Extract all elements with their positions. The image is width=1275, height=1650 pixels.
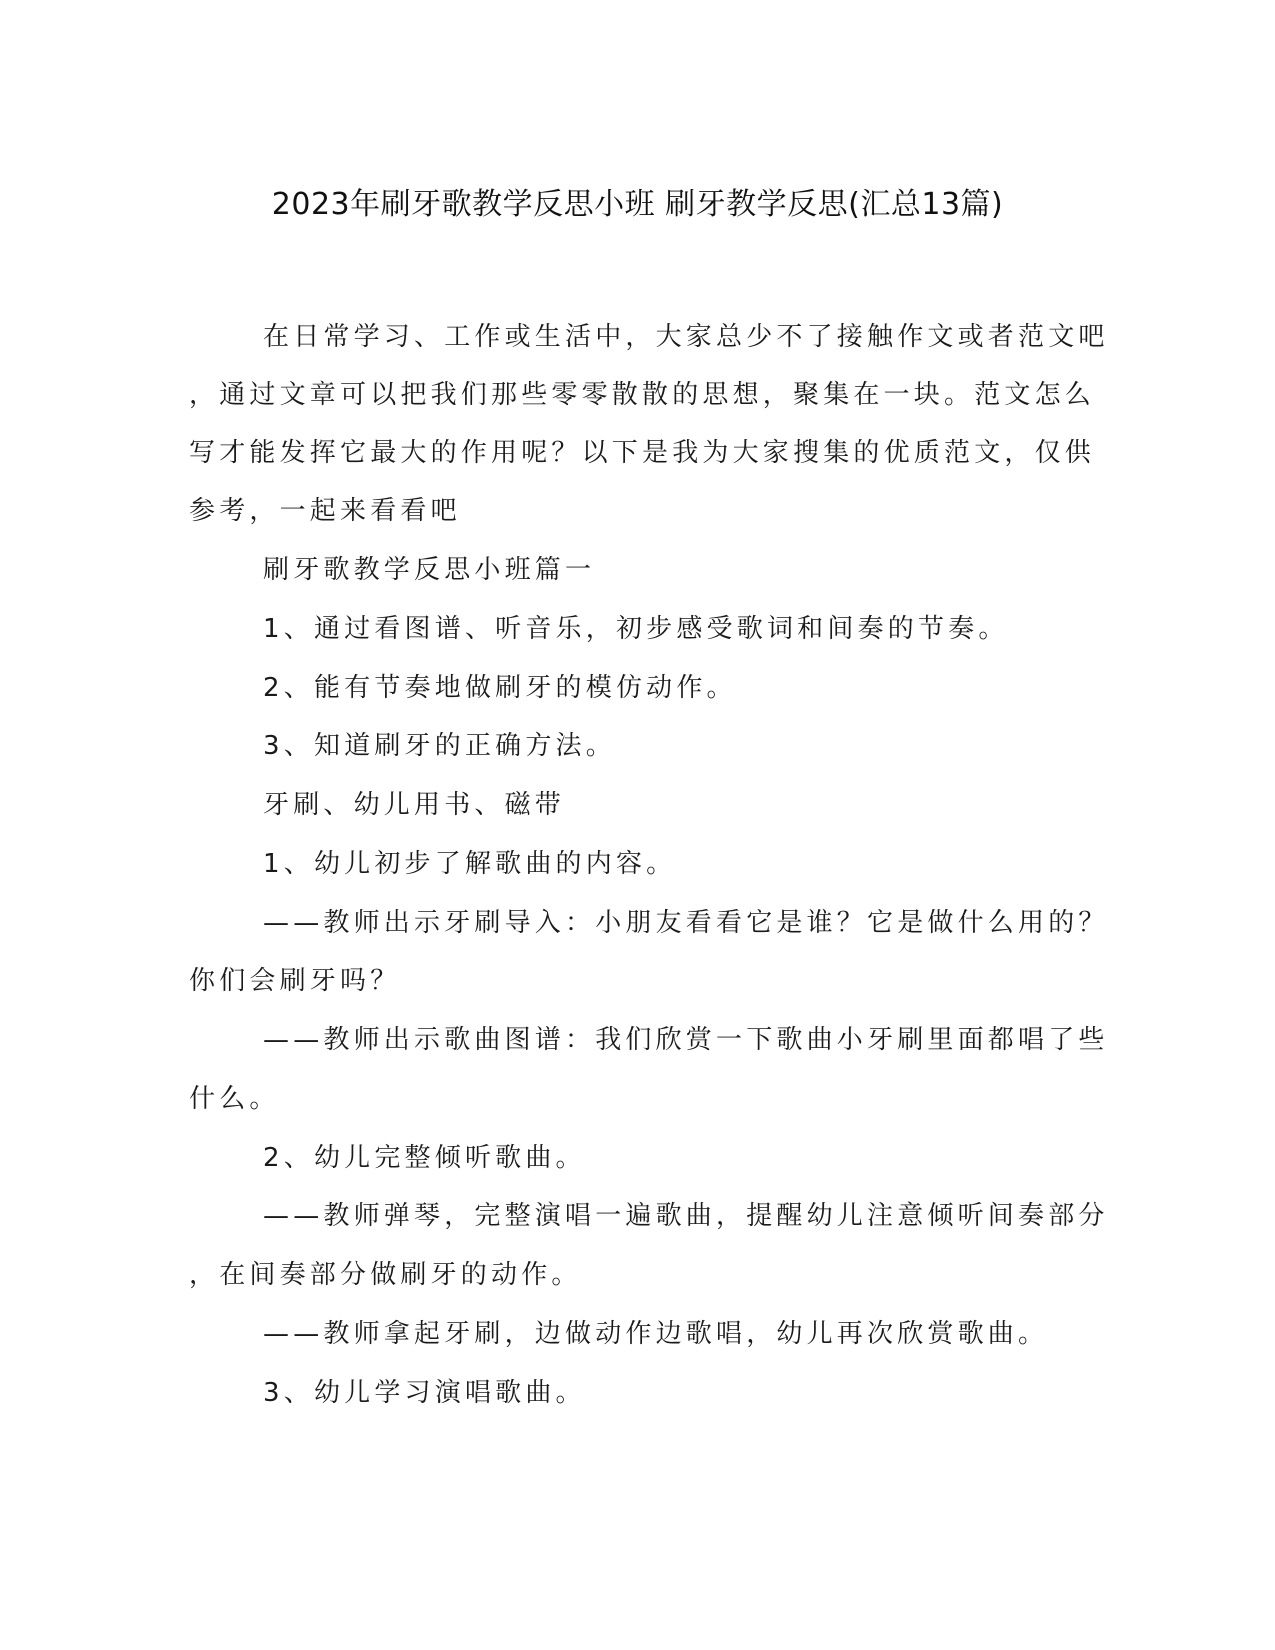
paragraph-line: 你们会刷牙吗？ [189, 966, 401, 996]
paragraph-line: 2、能有节奏地做刷牙的模仿动作。 [263, 673, 737, 703]
paragraph-line: ，在间奏部分做刷牙的动作。 [189, 1260, 582, 1290]
paragraph-line: 2、幼儿完整倾听歌曲。 [263, 1143, 586, 1173]
paragraph-line: 3、幼儿学习演唱歌曲。 [263, 1378, 586, 1408]
document-title: 2023年刷牙歌教学反思小班 刷牙教学反思(汇总13篇) [271, 187, 1004, 222]
paragraph-line: ——教师出示歌曲图谱：我们欣赏一下歌曲小牙刷里面都唱了些 [263, 1025, 1109, 1055]
paragraph-line: 1、幼儿初步了解歌曲的内容。 [263, 849, 677, 879]
paragraph-line: 写才能发挥它最大的作用呢？以下是我为大家搜集的优质范文，仅供 [189, 438, 1096, 468]
section-heading: 刷牙歌教学反思小班篇一 [263, 555, 596, 585]
paragraph-line: 牙刷、幼儿用书、磁带 [263, 790, 566, 820]
paragraph-line: 在日常学习、工作或生活中，大家总少不了接触作文或者范文吧 [263, 322, 1109, 352]
paragraph-line: ——教师弹琴，完整演唱一遍歌曲，提醒幼儿注意倾听间奏部分 [263, 1201, 1109, 1231]
paragraph-line: 什么。 [189, 1084, 280, 1114]
paragraph-line: 3、知道刷牙的正确方法。 [263, 731, 616, 761]
paragraph-line: ，通过文章可以把我们那些零零散散的思想，聚集在一块。范文怎么 [189, 380, 1096, 410]
paragraph-line: 1、通过看图谱、听音乐，初步感受歌词和间奏的节奏。 [263, 614, 1009, 644]
paragraph-line: 参考，一起来看看吧 [189, 496, 461, 526]
paragraph-line: ——教师拿起牙刷，边做动作边歌唱，幼儿再次欣赏歌曲。 [263, 1319, 1049, 1349]
paragraph-line: ——教师出示牙刷导入：小朋友看看它是谁？它是做什么用的？ [263, 908, 1109, 938]
